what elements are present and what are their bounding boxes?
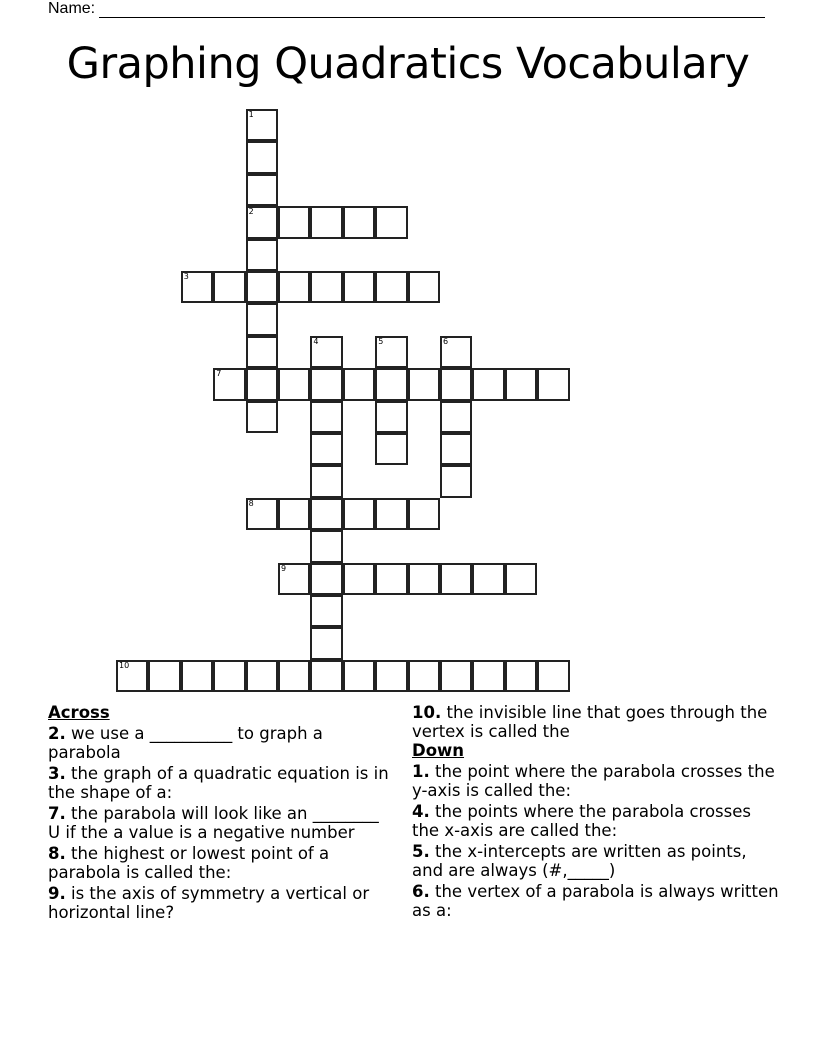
crossword-cell[interactable] bbox=[375, 206, 407, 238]
clue-number: 2. bbox=[48, 724, 66, 743]
cell-number: 9 bbox=[281, 563, 287, 573]
crossword-cell[interactable] bbox=[440, 660, 472, 692]
clue-across-2 bbox=[48, 724, 393, 762]
cell-number: 3 bbox=[183, 272, 189, 281]
crossword-cell[interactable] bbox=[440, 401, 472, 433]
clue-text: is the axis of symmetry a vertical or horizontal line? bbox=[48, 884, 370, 922]
crossword-cell[interactable] bbox=[375, 271, 407, 303]
crossword-cell[interactable] bbox=[375, 563, 407, 595]
crossword-cell[interactable] bbox=[408, 563, 440, 595]
crossword-cell[interactable] bbox=[310, 498, 342, 530]
clue-number: 7. bbox=[48, 804, 66, 823]
crossword-cell[interactable] bbox=[408, 660, 440, 692]
crossword-cell[interactable] bbox=[310, 206, 342, 238]
crossword-cell[interactable] bbox=[343, 563, 375, 595]
crossword-cell[interactable] bbox=[375, 433, 407, 465]
crossword-cell[interactable] bbox=[181, 271, 213, 303]
down-heading: Down bbox=[412, 741, 465, 760]
crossword-cell[interactable] bbox=[310, 530, 342, 562]
cell-number: 4 bbox=[313, 336, 319, 346]
crossword-grid bbox=[117, 110, 587, 700]
crossword-cell[interactable] bbox=[278, 660, 310, 692]
crossword-cell[interactable] bbox=[310, 401, 342, 433]
crossword-cell[interactable] bbox=[440, 336, 472, 368]
clue-number: 9. bbox=[48, 884, 66, 903]
crossword-cell[interactable] bbox=[440, 433, 472, 465]
clue-number: 5. bbox=[412, 842, 430, 861]
crossword-cell[interactable] bbox=[246, 660, 278, 692]
cell-number: 2 bbox=[248, 207, 254, 217]
crossword-cell[interactable] bbox=[181, 660, 213, 692]
clue-number: 1. bbox=[412, 762, 430, 781]
crossword-cell[interactable] bbox=[310, 563, 342, 595]
across-heading: Across bbox=[48, 703, 110, 722]
clues-column-left bbox=[48, 703, 393, 924]
clue-text: the graph of a quadratic equation is in the shape of a: bbox=[48, 764, 389, 802]
cell-number: 8 bbox=[248, 498, 254, 508]
name-label: Name: bbox=[48, 0, 96, 17]
cell-number: 10 bbox=[119, 660, 130, 670]
crossword-cell[interactable] bbox=[310, 660, 342, 692]
crossword-cell[interactable] bbox=[537, 368, 569, 400]
clue-down-1 bbox=[412, 762, 782, 800]
crossword-cell[interactable] bbox=[375, 368, 407, 400]
crossword-cell[interactable] bbox=[246, 239, 278, 271]
crossword-cell[interactable] bbox=[246, 109, 278, 141]
clue-text: the x-intercepts are written as points, and are always (#,_____) bbox=[412, 842, 747, 880]
clue-across-9 bbox=[48, 884, 393, 922]
crossword-cell[interactable] bbox=[440, 368, 472, 400]
crossword-cell[interactable] bbox=[213, 660, 245, 692]
crossword-cell[interactable] bbox=[246, 271, 278, 303]
crossword-cell[interactable] bbox=[278, 206, 310, 238]
clue-down-5 bbox=[412, 842, 782, 880]
crossword-cell[interactable] bbox=[375, 401, 407, 433]
clue-text: we use a __________ to graph a parabola bbox=[48, 724, 323, 762]
crossword-cell[interactable] bbox=[343, 498, 375, 530]
clue-text: the highest or lowest point of a parabola is called the: bbox=[48, 844, 330, 882]
clue-text: the point where the parabola crosses the y-axis is called the: bbox=[412, 762, 775, 800]
clue-across-10 bbox=[412, 703, 782, 741]
crossword-cell[interactable] bbox=[310, 465, 342, 497]
clue-text: the points where the parabola crosses the x-axis are called the: bbox=[412, 802, 752, 840]
clue-down-6 bbox=[412, 882, 782, 920]
clue-number: 4. bbox=[412, 802, 430, 821]
crossword-cell[interactable] bbox=[505, 368, 537, 400]
cell-number: 5 bbox=[378, 336, 384, 346]
crossword-cell[interactable] bbox=[408, 368, 440, 400]
name-field[interactable] bbox=[48, 0, 765, 18]
crossword-cell[interactable] bbox=[310, 336, 342, 368]
clue-across-7 bbox=[48, 804, 393, 842]
crossword-cell[interactable] bbox=[213, 368, 245, 400]
crossword-cell[interactable] bbox=[310, 368, 342, 400]
crossword-cell[interactable] bbox=[375, 336, 407, 368]
crossword-cell[interactable] bbox=[278, 368, 310, 400]
cell-number: 1 bbox=[248, 110, 254, 119]
crossword-cell[interactable] bbox=[310, 271, 342, 303]
crossword-cell[interactable] bbox=[246, 401, 278, 433]
page-title: Graphing Quadratics Vocabulary bbox=[66, 39, 750, 89]
name-underline[interactable] bbox=[99, 3, 765, 18]
clue-number: 10. bbox=[412, 703, 442, 722]
crossword-cell[interactable] bbox=[537, 660, 569, 692]
crossword-cell[interactable] bbox=[440, 465, 472, 497]
clue-text: the invisible line that goes through the vertex is called the bbox=[412, 703, 768, 741]
crossword-cell[interactable] bbox=[505, 563, 537, 595]
clue-across-8 bbox=[48, 844, 393, 882]
crossword-cell[interactable] bbox=[310, 595, 342, 627]
clue-number: 6. bbox=[412, 882, 430, 901]
crossword-cell[interactable] bbox=[246, 303, 278, 335]
crossword-cell[interactable] bbox=[246, 174, 278, 206]
crossword-cell[interactable] bbox=[472, 563, 504, 595]
crossword-cell[interactable] bbox=[148, 660, 180, 692]
crossword-cell[interactable] bbox=[310, 627, 342, 659]
crossword-cell[interactable] bbox=[472, 660, 504, 692]
clue-number: 3. bbox=[48, 764, 66, 783]
crossword-cell[interactable] bbox=[472, 368, 504, 400]
clue-number: 8. bbox=[48, 844, 66, 863]
crossword-cell[interactable] bbox=[505, 660, 537, 692]
crossword-cell[interactable] bbox=[375, 498, 407, 530]
crossword-cell[interactable] bbox=[278, 498, 310, 530]
clue-text: the vertex of a parabola is always written as a: bbox=[412, 882, 779, 920]
crossword-cell[interactable] bbox=[375, 660, 407, 692]
crossword-cell[interactable] bbox=[116, 660, 148, 692]
crossword-cell[interactable] bbox=[343, 206, 375, 238]
crossword-cell[interactable] bbox=[440, 563, 472, 595]
crossword-cell[interactable] bbox=[310, 433, 342, 465]
crossword-cell[interactable] bbox=[278, 271, 310, 303]
clue-across-3 bbox=[48, 764, 393, 802]
cell-number: 6 bbox=[443, 336, 449, 346]
crossword-cell[interactable] bbox=[246, 336, 278, 368]
crossword-cell[interactable] bbox=[343, 271, 375, 303]
crossword-cell[interactable] bbox=[343, 660, 375, 692]
crossword-cell[interactable] bbox=[343, 368, 375, 400]
crossword-cell[interactable] bbox=[213, 271, 245, 303]
crossword-cell[interactable] bbox=[246, 141, 278, 173]
crossword-cell[interactable] bbox=[408, 271, 440, 303]
crossword-cell[interactable] bbox=[246, 498, 278, 530]
clue-text: the parabola will look like an ________ U if the a value is a negative number bbox=[48, 804, 379, 842]
crossword-cell[interactable] bbox=[246, 206, 278, 238]
crossword-cell[interactable] bbox=[246, 368, 278, 400]
crossword-cell[interactable] bbox=[408, 498, 440, 530]
crossword-cell[interactable] bbox=[278, 563, 310, 595]
cell-number: 7 bbox=[216, 369, 222, 379]
clues-column-right bbox=[412, 703, 782, 922]
clue-down-4 bbox=[412, 802, 782, 840]
